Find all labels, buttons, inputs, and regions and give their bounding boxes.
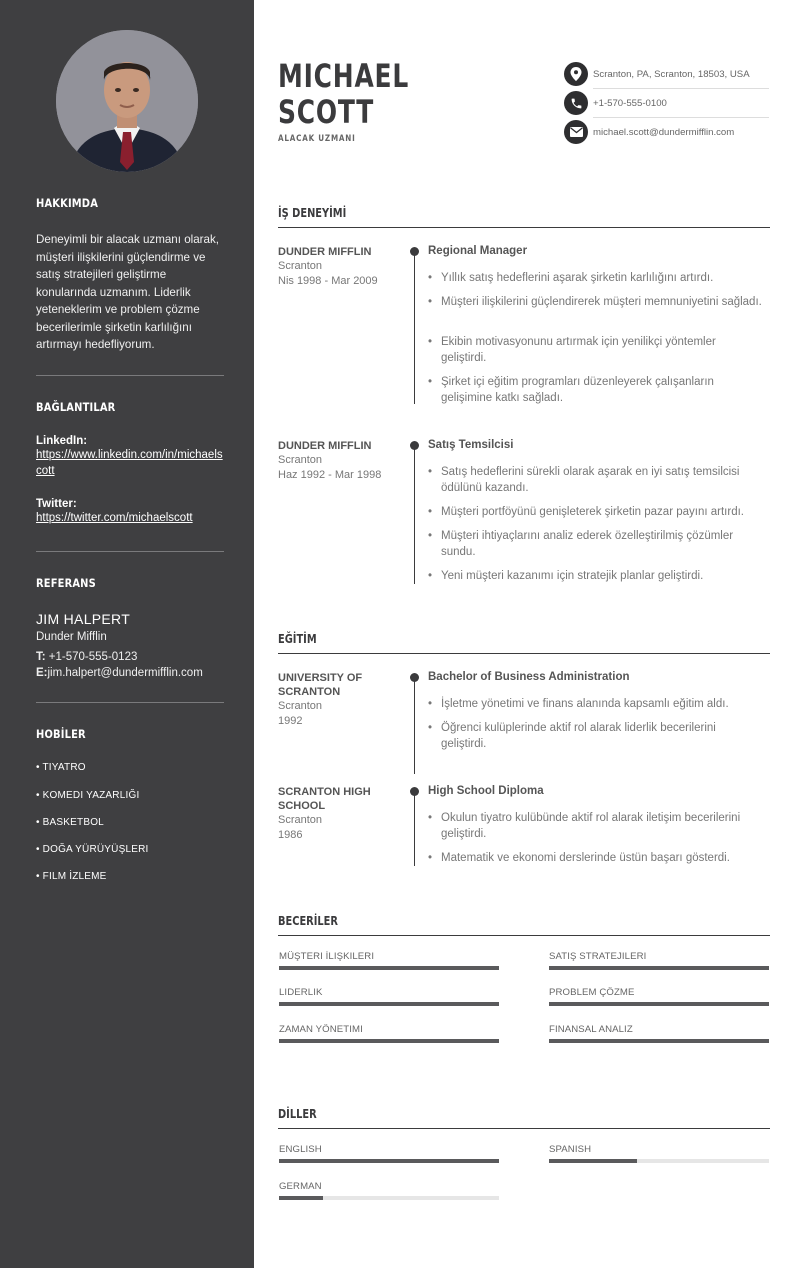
skill-item [279, 987, 499, 998]
education-heading: EĞİTİM [278, 632, 317, 646]
reference-phone-label: T: [36, 651, 46, 663]
skill-bar [549, 1002, 769, 1006]
languages-heading: DİLLER [278, 1107, 317, 1121]
linkedin-link[interactable]: https://www.linkedin.com/in/michaelscott [36, 449, 223, 477]
bullet-item: • Okulun tiyatro kulübünde aktif rol alarak iletişim becerilerini geliştirdi. [428, 810, 763, 842]
language-name: GERMAN [279, 1181, 322, 1192]
reference-heading: REFERANS [36, 576, 96, 590]
skill-bar-fill [279, 966, 499, 970]
skill-bar-fill [279, 1039, 499, 1043]
degree-title: Bachelor of Business Administration [428, 671, 630, 683]
language-name: ENGLISH [279, 1144, 322, 1155]
divider [36, 702, 224, 703]
about-section [36, 196, 224, 210]
skill-bar-fill [549, 966, 769, 970]
company-location: Scranton [278, 454, 323, 466]
timeline-dot [410, 673, 419, 682]
bullet-item: • Müşteri ilişkilerini güçlendirerek müşteri memnuniyetini sağladı. [428, 294, 763, 310]
linkedin-label: LinkedIn: [36, 435, 88, 447]
language-name: SPANISH [549, 1144, 592, 1155]
education-1-details [428, 671, 763, 751]
experience-1-meta [278, 245, 396, 288]
timeline-line [414, 252, 415, 404]
hobbies-heading: HOBİLER [36, 727, 86, 741]
skill-bar-fill [549, 1002, 769, 1006]
job-title: ALACAK UZMANI [278, 134, 356, 144]
linkedin-link-block [36, 435, 224, 479]
education-1-meta [278, 671, 396, 728]
email-icon [564, 120, 588, 144]
skill-name: FINANSAL ANALIZ [549, 1024, 633, 1035]
reference-email-line [36, 665, 224, 681]
company-location: Scranton [278, 260, 323, 272]
hobby-item: • BASKETBOL [36, 817, 104, 828]
skill-name: MÜŞTERI İLIŞKILERI [279, 951, 375, 962]
school-name: SCRANTON HIGH SCHOOL [278, 786, 371, 812]
bullet-item: • Ekibin motivasyonunu artırmak için yenilikçi yöntemler geliştirdi. [428, 334, 763, 366]
graduation-year: 1986 [278, 828, 303, 841]
education-2-details [428, 785, 763, 870]
contact-address [564, 60, 769, 89]
company-name: DUNDER MIFFLIN [278, 440, 372, 452]
hobbies-list [36, 762, 224, 892]
skill-bar [279, 1002, 499, 1006]
twitter-link-block [36, 498, 224, 526]
language-bar-fill [279, 1196, 323, 1200]
reference-name: JIM HALPERT [36, 611, 131, 627]
skill-bar [279, 1039, 499, 1043]
bullet-item: • Yıllık satış hedeflerini aşarak şirketin karlılığını artırdı. [428, 270, 763, 286]
experience-1-details [428, 245, 763, 405]
hobby-item: • KOMEDI YAZARLIĞI [36, 790, 140, 801]
about-heading: HAKKIMDA [36, 196, 99, 210]
timeline-line [414, 446, 415, 584]
reference-phone-line [36, 649, 224, 665]
avatar [56, 30, 198, 172]
sidebar [0, 0, 254, 1268]
school-location: Scranton [278, 700, 323, 712]
last-name: SCOTT [278, 93, 375, 131]
phone-icon [564, 91, 588, 115]
bullet-item: • İşletme yönetimi ve finans alanında kapsamlı eğitim aldı. [428, 696, 763, 712]
skill-name: LIDERLIK [279, 987, 323, 998]
skill-bar-fill [279, 1002, 499, 1006]
section-divider [278, 1128, 770, 1129]
hobby-item: • FILM İZLEME [36, 871, 107, 882]
section-divider [278, 653, 770, 654]
links-heading: BAĞLANTILAR [36, 400, 116, 414]
language-bar [279, 1159, 499, 1163]
section-divider [278, 227, 770, 228]
reference-section [36, 576, 224, 590]
bullet-item: • Müşteri ihtiyaçlarını analiz ederek özelleştirilmiş çözümler sundu. [428, 528, 763, 560]
address-text: Scranton, PA, Scranton, 18503, USA [593, 69, 750, 80]
hobby-item: • TIYATRO [36, 762, 86, 773]
experience-2-meta [278, 439, 396, 482]
twitter-link[interactable]: https://twitter.com/michaelscott [36, 512, 193, 524]
timeline-line [414, 678, 415, 774]
hobbies-section [36, 727, 224, 741]
skill-item [549, 1024, 769, 1035]
language-item [549, 1144, 769, 1155]
timeline-dot [410, 441, 419, 450]
divider [36, 375, 224, 376]
hobby-item: • DOĞA YÜRÜYÜŞLERI [36, 844, 149, 855]
language-bar [279, 1196, 499, 1200]
contact-phone [564, 89, 769, 118]
skill-item [549, 951, 769, 962]
school-name: UNIVERSITY OF SCRANTON [278, 672, 363, 698]
reference-email: jim.halpert@dundermifflin.com [47, 667, 203, 679]
bullet-item: • Matematik ve ekonomi derslerinde üstün başarı gösterdi. [428, 850, 763, 866]
timeline-dot [410, 787, 419, 796]
education-2-meta [278, 785, 396, 842]
bullet-item: • Öğrenci kulüplerinde aktif rol alarak liderlik becerilerini geliştirdi. [428, 720, 763, 752]
position-title: Satış Temsilcisi [428, 439, 514, 451]
divider [36, 551, 224, 552]
language-item [279, 1144, 499, 1155]
reference-company: Dunder Mifflin [36, 631, 107, 643]
phone-text: +1-570-555-0100 [593, 98, 667, 109]
language-bar-fill [549, 1159, 637, 1163]
skill-bar-fill [549, 1039, 769, 1043]
skill-item [279, 1024, 499, 1035]
twitter-label: Twitter: [36, 498, 77, 510]
language-item [279, 1181, 499, 1192]
skill-name: ZAMAN YÖNETIMI [279, 1024, 363, 1035]
reference-email-label: E: [36, 667, 48, 679]
location-pin-icon [564, 62, 588, 86]
skill-bar [549, 966, 769, 970]
skill-name: SATIŞ STRATEJILERI [549, 951, 647, 962]
school-location: Scranton [278, 814, 323, 826]
reference-phone: +1-570-555-0123 [48, 651, 138, 663]
graduation-year: 1992 [278, 714, 303, 727]
timeline-line [414, 792, 415, 866]
skill-bar [549, 1039, 769, 1043]
degree-title: High School Diploma [428, 785, 544, 797]
contact-email [564, 118, 769, 147]
company-name: DUNDER MIFFLIN [278, 246, 372, 258]
full-name [278, 58, 409, 130]
skill-bar [279, 966, 499, 970]
about-text: Deneyimli bir alacak uzmanı olarak, müşteri ilişkilerini güçlendirme ve satış stratejileri geliştirme konularında uzmanım. Liderlik yeteneklerim ve problem çözme becerilerimle şirketin karlılığını artırmayı hedefliyorum. [36, 233, 219, 351]
bullet-item: • Satış hedeflerini sürekli olarak aşarak en iyi satış temsilcisi ödülünü kazandı. [428, 464, 763, 496]
bullet-item: • Şirket içi eğitim programları düzenleyerek çalışanların gelişimine katkı sağladı. [428, 374, 763, 406]
email-text[interactable]: michael.scott@dundermifflin.com [593, 127, 735, 138]
employment-dates: Nis 1998 - Mar 2009 [278, 274, 378, 287]
section-divider [278, 935, 770, 936]
profile-photo [56, 30, 198, 172]
skill-item [549, 987, 769, 998]
position-title: Regional Manager [428, 245, 528, 257]
timeline-dot [410, 247, 419, 256]
skill-name: PROBLEM ÇÖZME [549, 987, 635, 998]
links-section [36, 400, 224, 414]
experience-heading: İŞ DENEYİMİ [278, 206, 347, 220]
reference-block [36, 611, 224, 681]
experience-2-details [428, 439, 763, 589]
bullet-item: • Yeni müşteri kazanımı için stratejik planlar geliştirdi. [428, 568, 763, 584]
skill-item [279, 951, 499, 962]
employment-dates: Haz 1992 - Mar 1998 [278, 468, 382, 481]
first-name: MICHAEL [278, 57, 410, 95]
skills-heading: BECERİLER [278, 914, 338, 928]
bullet-item: • Müşteri portföyünü genişleterek şirketin pazar payını artırdı. [428, 504, 763, 520]
language-bar-fill [279, 1159, 499, 1163]
language-bar [549, 1159, 769, 1163]
